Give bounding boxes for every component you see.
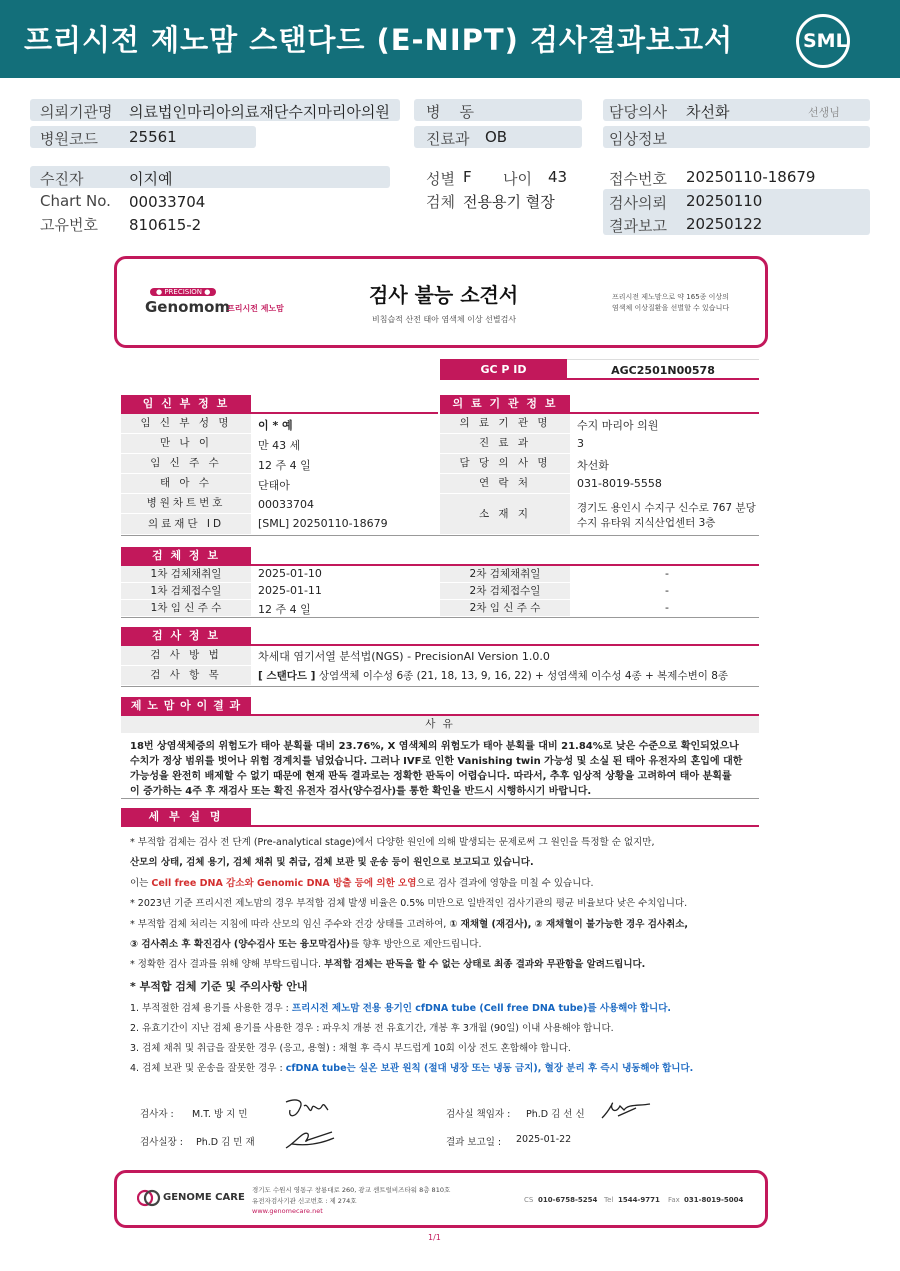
row-label: 연 락 처	[440, 474, 570, 493]
row-value: 수지 마리아 의원	[577, 419, 659, 432]
report-label: 결과보고	[609, 217, 667, 235]
row-label: 의료재단 ID	[121, 514, 251, 534]
spec-value: 12 주 4 일	[258, 603, 311, 616]
detail-3	[130, 875, 594, 889]
footer-cs-label: CS	[524, 1196, 534, 1204]
receipt-value: 20250110-18679	[686, 168, 816, 186]
code-label: 병원코드	[40, 130, 98, 148]
spec-label: 1차 검체채취일	[121, 566, 251, 582]
detail-1: * 부적합 검체는 검사 전 단계 (Pre-analytical stage)에서 다양한 원인에 의해 발생되는 문제로써 그 원인을 특정할 순 없지만,	[130, 837, 655, 848]
reason-line-3: 가능성을 완전히 배제할 수 없기 때문에 현재 판독 결과로는 정확한 판독이 어렵습니다. 따라서, 추후 임상적 상황을 고려하여 태아 분획률	[130, 771, 732, 782]
row-value: 3	[577, 437, 584, 450]
spec-bottom-line	[121, 617, 759, 618]
guide-1b: 프리시전 제노맘 전용 용기인 cfDNA tube (Cell free DNA tube)를 사용해야 합니다.	[291, 1003, 671, 1014]
brand-sub: 프리시전 제노맘	[227, 304, 284, 313]
detail-5	[130, 916, 688, 930]
row-label: 진 료 과	[440, 434, 570, 453]
spec-value: 2025-01-11	[258, 584, 322, 597]
patient-value: 이지예	[129, 170, 173, 188]
footer-tel: 1544-9771	[618, 1196, 660, 1204]
request-value: 20250110	[686, 192, 763, 210]
footer-fax-label: Fax	[668, 1196, 680, 1204]
doctor-label: 담당의사	[609, 103, 667, 121]
request-label: 검사의뢰	[609, 194, 667, 212]
guide-1a: 1. 부적절한 검체 용기를 사용한 경우 :	[130, 1003, 292, 1014]
chief-signature	[282, 1124, 338, 1156]
patient-row	[30, 166, 390, 188]
detail-7b: 부적합 검체는 판독을 할 수 없는 상태로 최종 결과와 무관함을 알려드립니다.	[324, 959, 646, 970]
item-value-bold: [ 스탠다드 ]	[258, 670, 316, 682]
specimen-value: 전용용기 혈장	[463, 193, 555, 211]
spec-label: 1차 임 신 주 수	[121, 600, 251, 616]
result-bottom-line	[121, 798, 759, 799]
spec-value: -	[665, 601, 669, 614]
row-label: 만 나 이	[121, 434, 251, 453]
detail-3c: 으로 검사 결과에 영향을 미칠 수 있습니다.	[416, 878, 594, 889]
detail-7a: * 정확한 검사 결과를 위해 양해 부탁드립니다.	[130, 959, 325, 970]
row-value: 031-8019-5558	[577, 477, 662, 490]
chief-name: Ph.D 김 민 재	[196, 1137, 255, 1148]
promo-2: 염색체 이상질환을 선별할 수 있습니다	[612, 304, 730, 312]
report-value: 20250122	[686, 215, 763, 233]
spec-value: -	[665, 584, 669, 597]
footer-registration: 유전자검사기관 신고번호 : 제 274호	[252, 1197, 357, 1205]
preg-bottom-line	[121, 535, 759, 536]
footer-cs: 010-6758-5254	[538, 1196, 598, 1204]
clinical-label: 임상정보	[609, 130, 667, 148]
lab-head-name: Ph.D 김 선 신	[526, 1109, 585, 1120]
addr-line-2: 수지 유타워 지식산업센터 3층	[577, 517, 716, 529]
row-label: 태 아 수	[121, 474, 251, 493]
detail-3a: 이는	[130, 878, 152, 889]
lab-head-label: 검사실 책임자 :	[446, 1109, 511, 1120]
unique-value: 810615-2	[129, 216, 202, 234]
unique-label: 고유번호	[40, 216, 98, 234]
guide-3: 3. 검체 채취 및 취급을 잘못한 경우 (응고, 용혈) : 채혈 후 즉시 부드럽게 10회 이상 전도 혼합해야 합니다.	[130, 1043, 571, 1054]
sex-value: F	[463, 168, 472, 186]
date-label: 결과 보고일 :	[446, 1137, 502, 1148]
examiner-label: 검사자 :	[140, 1109, 174, 1120]
guide-4b: cfDNA tube는 실온 보관 원칙 (절대 냉장 또는 냉동 금지), 혈장 분리 후 즉시 냉동해야 합니다.	[285, 1063, 694, 1074]
spec-value: -	[665, 567, 669, 580]
receipt-label: 접수번호	[609, 170, 667, 188]
detail-5b: ① 재채혈 (재검사), ② 재채혈이 불가능한 경우 검사취소,	[449, 919, 689, 930]
lab-head-signature	[598, 1096, 654, 1128]
detail-section-title: 세 부 설 명	[121, 808, 251, 826]
reason-line-4: 이 증가하는 4주 후 재검사 또는 확진 유전자 검사(양수검사)를 통한 확인을 반드시 시행하시기 바랍니다.	[130, 786, 592, 797]
item-value	[258, 668, 728, 683]
row-label: 의 료 기 관 명	[440, 414, 570, 433]
doctor-value: 차선화	[686, 103, 730, 121]
addr-line-1: 경기도 용인시 수지구 신수로 767 분당	[577, 502, 756, 514]
patient-label: 수진자	[40, 170, 84, 188]
detail-5a: * 부적합 검체 처리는 지침에 따라 산모의 임신 주수와 건강 상태를 고려하여,	[130, 919, 450, 930]
spec-label: 2차 검체접수일	[440, 583, 570, 599]
reason-line-2: 수치가 정상 범위를 벗어나 위험 경계치를 넘었습니다. 그러나 IVF로 인한 Vanishing twin 가능성 및 소실 된 태아 유전자의 혼입에 대한	[130, 756, 743, 767]
age-label: 나이	[503, 170, 532, 188]
row-value: 만 43 세	[258, 439, 301, 452]
age-value: 43	[548, 168, 568, 186]
dept-label: 진료과	[426, 130, 470, 148]
test-section-title: 검 사 정 보	[121, 627, 251, 645]
detail-7	[130, 956, 645, 970]
ward-label: 병 동	[426, 103, 475, 121]
guide-4a: 4. 검체 보관 및 운송을 잘못한 경우 :	[130, 1063, 286, 1074]
test-bottom-line	[121, 686, 759, 687]
report-title: 프리시전 제노맘 스탠다드 (E-NIPT) 검사결과보고서	[24, 23, 734, 57]
detail-3b: Cell free DNA 감소와 Genomic DNA 방출 등에 의한 오염	[151, 878, 417, 889]
inst-label: 의뢰기관명	[40, 103, 113, 121]
row-value: 단태아	[258, 479, 290, 492]
guide-2: 2. 유효기간이 지난 검체 용기를 사용한 경우 : 파우치 개봉 전 유효기간, 개봉 후 3개월 (90일) 이내 사용해야 합니다.	[130, 1023, 614, 1034]
row-label: 병원차트번호	[121, 494, 251, 513]
footer-brand: GENOME CARE	[163, 1192, 245, 1203]
report-date: 2025-01-22	[516, 1134, 572, 1145]
reason-line-1: 18번 상염색체증의 위험도가 태아 분획률 대비 23.76%, X 염색체의 위험도가 태아 분획률 대비 21.84%로 낮은 수준으로 확인되었으나	[130, 741, 739, 752]
chief-label: 검사실장 :	[140, 1137, 183, 1148]
method-label: 검 사 방 법	[121, 646, 251, 665]
guide-title: * 부적합 검체 기준 및 주의사항 안내	[130, 980, 308, 993]
detail-line	[121, 825, 759, 827]
detail-2: 산모의 상태, 검체 용기, 검체 채취 및 취급, 검체 보관 및 운송 등이 원인으로 보고되고 있습니다.	[130, 857, 534, 868]
item-label: 검 사 항 목	[121, 666, 251, 685]
examiner-name: M.T. 방 지 민	[192, 1109, 248, 1120]
sml-logo: SML	[796, 14, 850, 68]
detail-4: * 2023년 기준 프리시전 제노맘의 경우 부적합 검체 발생 비율은 0.5% 미만으로 일반적인 검사기관의 평균 비율보다 낮은 수치입니다.	[130, 898, 688, 909]
row-label: 임 신 부 성 명	[121, 414, 251, 433]
report-header	[0, 0, 900, 78]
method-value: 차세대 염기서열 분석법(NGS) - PrecisionAI Version 1.0.0	[258, 650, 550, 663]
doctor-suffix: 선생님	[808, 106, 840, 119]
genome-care-logo	[137, 1189, 161, 1207]
footer-web[interactable]: www.genomecare.net	[252, 1207, 323, 1215]
chart-label: Chart No.	[40, 192, 111, 210]
guide-4	[130, 1060, 693, 1074]
sex-label: 성별	[426, 170, 455, 188]
inst-value: 의료법인마리아의료재단수지마리아의원	[129, 103, 390, 121]
row-value: 차선화	[577, 459, 609, 472]
guide-1	[130, 1000, 671, 1014]
row-value: 이 * 예	[258, 419, 293, 432]
footer-fax: 031-8019-5004	[684, 1196, 744, 1204]
detail-6	[130, 936, 482, 950]
brand-tag: ● PRECISION ●	[150, 288, 216, 296]
row-value: [SML] 20250110-18679	[258, 517, 388, 530]
row-label: 임 신 주 수	[121, 454, 251, 473]
spec-label: 1차 검체접수일	[121, 583, 251, 599]
footer-address: 경기도 수원시 영통구 창룡대로 260, 광교 센트럴비즈타워 8층 810호	[252, 1186, 451, 1194]
chart-value: 00033704	[129, 193, 206, 211]
item-value-text: 상염색체 이수성 6종 (21, 18, 13, 9, 16, 22) + 성염색체 이수성 4종 + 복제수변이 8종	[315, 670, 729, 682]
doc-subtitle: 비침습적 산전 태아 염색체 이상 선별검사	[372, 315, 517, 324]
doc-title: 검사 불능 소견서	[369, 283, 519, 307]
detail-6b: 를 향후 방안으로 제안드립니다.	[350, 939, 482, 950]
code-value: 25561	[129, 128, 177, 146]
spec-section-title: 검 체 정 보	[121, 547, 251, 565]
dept-value: OB	[485, 128, 508, 146]
gcpid-label: GC P ID	[440, 359, 567, 380]
reason-label: 사 유	[121, 716, 759, 733]
addr-label: 소 재 지	[440, 494, 570, 534]
spec-value: 2025-01-10	[258, 567, 322, 580]
spec-label: 2차 임 신 주 수	[440, 600, 570, 616]
med-section-title: 의 료 기 관 정 보	[440, 395, 570, 413]
row-label: 담 당 의 사 명	[440, 454, 570, 473]
result-section-title: 제 노 맘 아 이 결 과	[121, 697, 251, 715]
row-value: 12 주 4 일	[258, 459, 311, 472]
footer-tel-label: Tel	[604, 1196, 614, 1204]
spec-label: 2차 검체채취일	[440, 566, 570, 582]
preg-section-title: 임 신 부 정 보	[121, 395, 251, 413]
detail-6a: ③ 검사취소 후 확진검사 (양수검사 또는 융모막검사)	[130, 939, 351, 950]
row-value: 00033704	[258, 498, 314, 511]
gcpid-value: AGC2501N00578	[567, 359, 759, 380]
page-number: 1/1	[428, 1233, 441, 1242]
brand-name: Genomom	[145, 298, 231, 316]
promo-1: 프리시전 제노맘으로 약 165종 이상의	[612, 293, 729, 301]
specimen-label: 검체	[426, 193, 455, 211]
